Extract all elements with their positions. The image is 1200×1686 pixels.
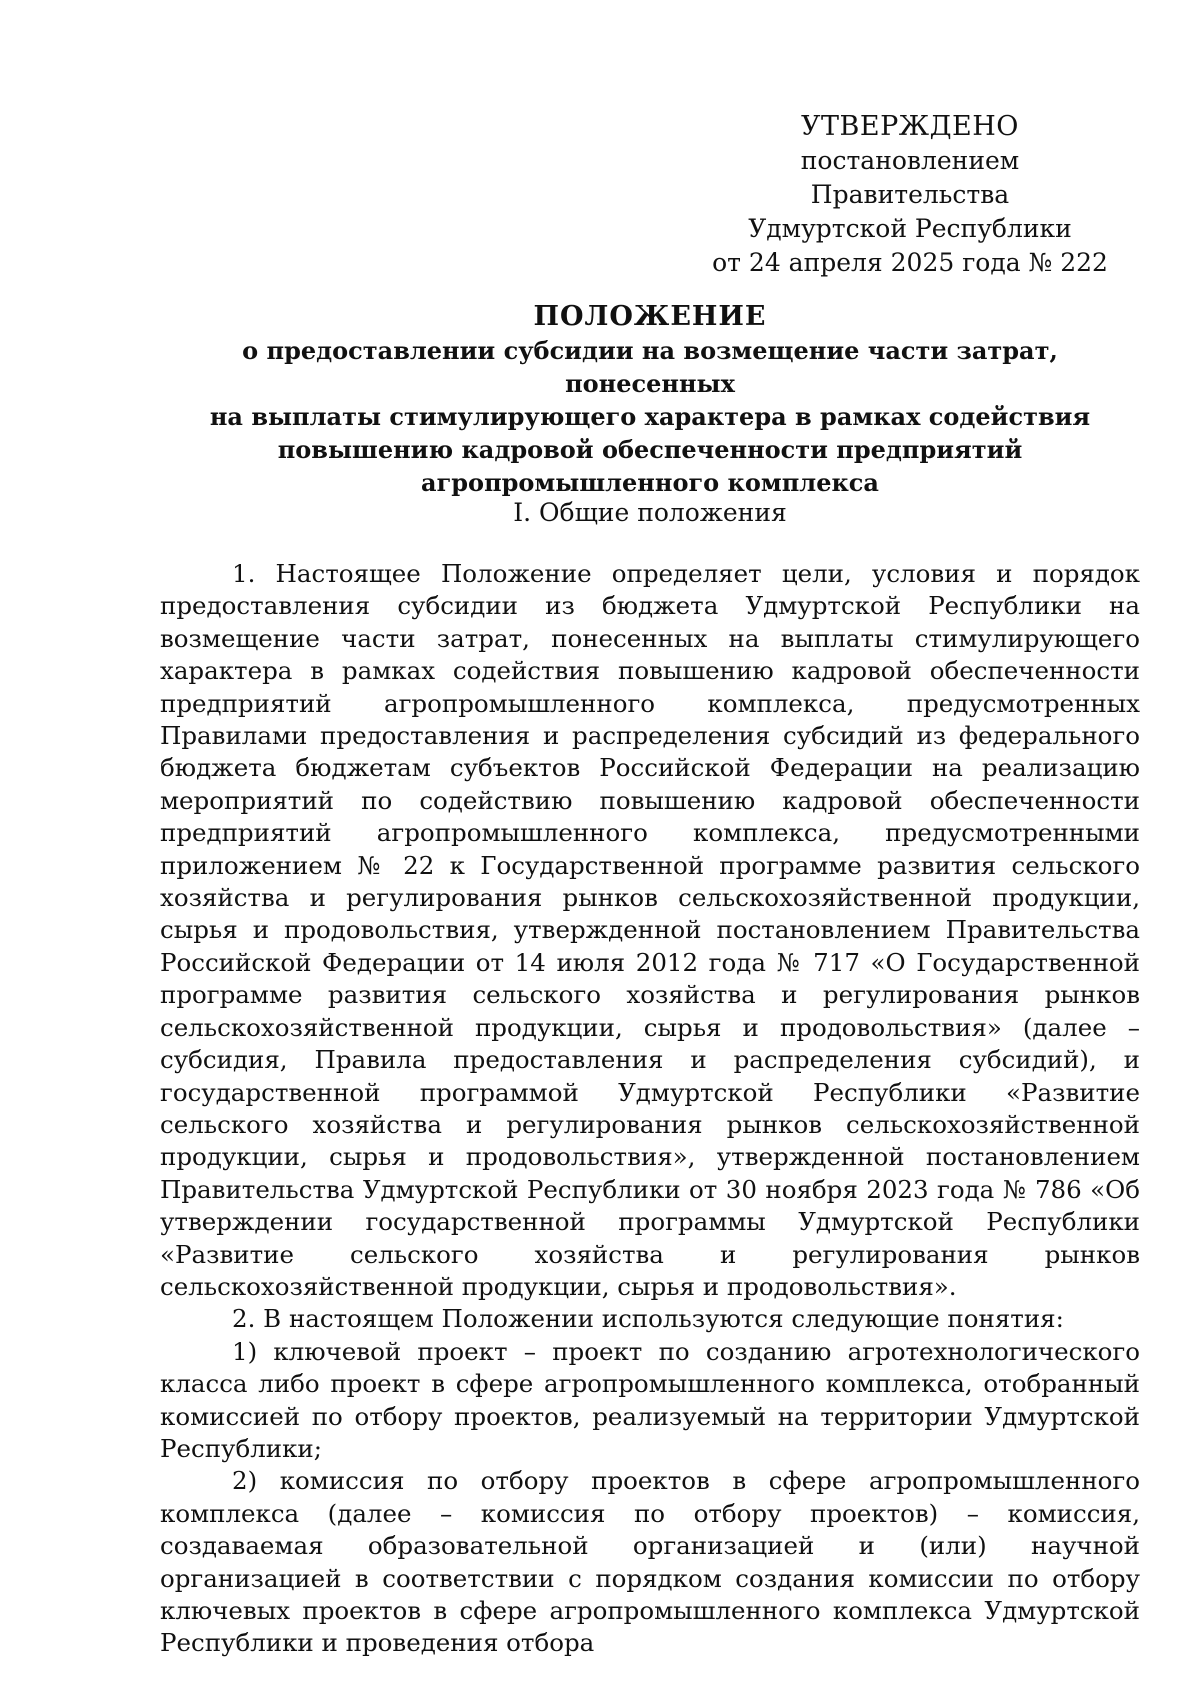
approval-line-1: постановлением Правительства — [800, 146, 1020, 209]
document-title-line-1: о предоставлении субсидии на возмещение части затрат, понесенных — [242, 336, 1058, 398]
document-body — [160, 558, 1140, 1660]
document-title-line-3: повышению кадровой обеспеченности предприятий — [277, 435, 1023, 464]
document-title-line-4: агропромышленного комплекса — [421, 468, 879, 497]
approval-stamp — [700, 110, 1120, 280]
paragraph-4: 2) комиссия по отбору проектов в сфере агропромышленного комплекса (далее – комиссия по отбору проектов) – комиссия, создаваемая образовательной организацией и (или) научной организацией в соответствии с порядком создания комиссии по отбору ключевых проектов в сфере агропромышленного комплекса Удмуртской Республики и проведения отбора — [160, 1466, 1140, 1658]
approval-line-2: Удмуртской Республики — [748, 214, 1072, 243]
paragraph-2: 2. В настоящем Положении используются следующие понятия: — [232, 1304, 1064, 1334]
document-title — [160, 300, 1140, 499]
document-title-line-2: на выплаты стимулирующего характера в рамках содействия — [209, 402, 1091, 431]
paragraph-3: 1) ключевой проект – проект по созданию агротехнологического класса либо проект в сфере агропромышленного комплекса, отобранный комиссией по отбору проектов, реализуемый на территории Удмуртской Республики; — [160, 1336, 1140, 1463]
approval-heading: УТВЕРЖДЕНО — [801, 111, 1019, 142]
document-title-main: ПОЛОЖЕНИЕ — [533, 301, 767, 332]
approval-line-3: от 24 апреля 2025 года № 222 — [712, 248, 1108, 277]
paragraph-1: 1. Настоящее Положение определяет цели, условия и порядок предоставления субсидии из бюджета Удмуртской Республики на возмещение части затрат, понесенных на выплаты стимулирующего характера в рамках содействия повышению кадровой обеспеченности предприятий агропромышленного комплекса, предусмотренных Правилами предоставления и распределения субсидий из федерального бюджета бюджетам субъектов Российской Федерации на реализацию мероприятий по содействию повышению кадровой обеспеченности предприятий агропромышленного комплекса, предусмотренными приложением № 22 к Государственной программе развития сельского хозяйства и регулирования рынков сельскохозяйственной продукции, сырья и продовольствия, утвержденной постановлением Правительства Российской Федерации от 14 июля 2012 года № 717 «О Государственной программе развития сельского хозяйства и регулирования рынков сельскохозяйственной продукции, сырья и продовольствия» (далее – субсидия, Правила предоставления и распределения субсидий), и государственной программой Удмуртской Республики «Развитие сельского хозяйства и регулирования рынков сельскохозяйственной продукции, сырья и продовольствия», утвержденной постановлением Правительства Удмуртской Республики от 30 ноября 2023 года № 786 «Об утверждении государственной программы Удмуртской Республики «Развитие сельского хозяйства и регулирования рынков сельскохозяйственной продукции, сырья и продовольствия». — [160, 559, 1140, 1301]
section-heading: I. Общие положения — [513, 498, 787, 527]
